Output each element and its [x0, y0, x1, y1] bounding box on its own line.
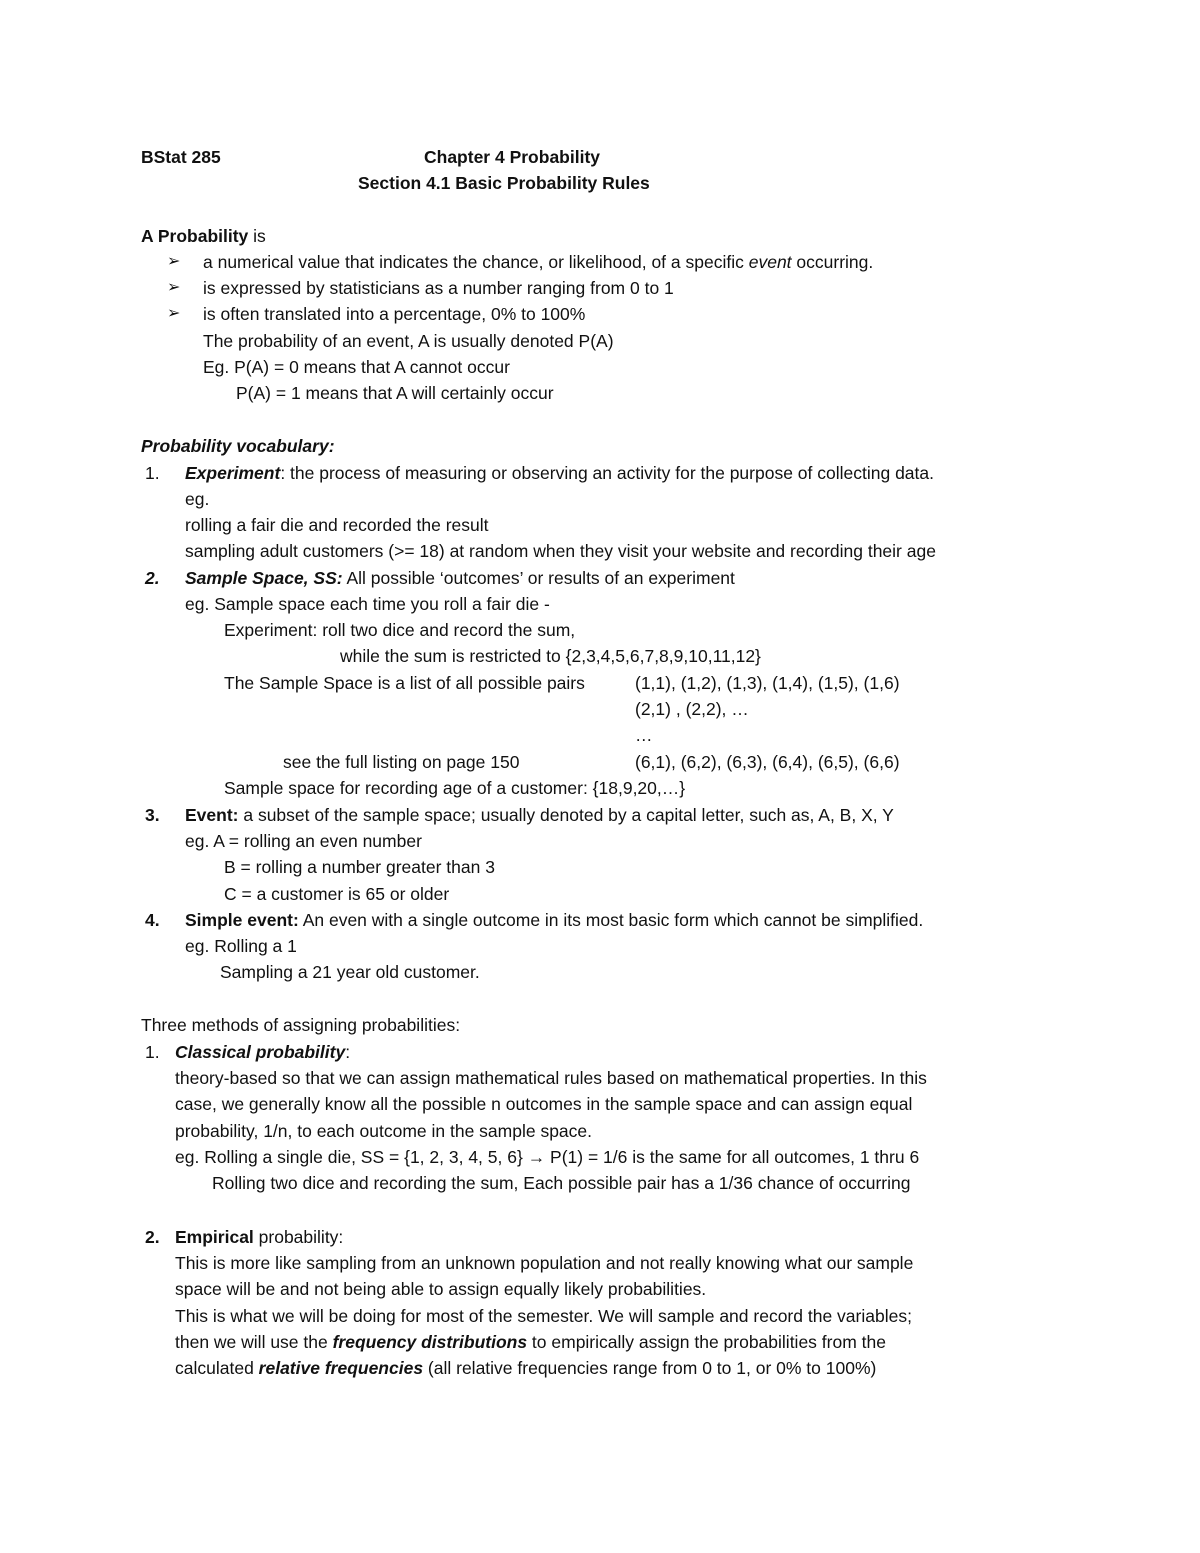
- course-code: BStat 285: [141, 147, 221, 167]
- empirical-para-3: This is what we will be doing for most of the semester. We will sample and record the variables;: [175, 1306, 912, 1326]
- item-number: 1.: [145, 1042, 160, 1062]
- item-number: 2.: [145, 568, 160, 588]
- sample-space-term: Sample Space, SS:: [185, 568, 343, 588]
- sample-space-list-label: The Sample Space is a list of all possible pairs: [224, 673, 585, 693]
- empirical-rest: probability:: [253, 1227, 344, 1247]
- intro-lead: [141, 225, 266, 247]
- empirical-para-5: [175, 1357, 876, 1379]
- classical-para-2: case, we generally know all the possible n outcomes in the sample space and can assign equal: [175, 1094, 913, 1114]
- event-rest: a subset of the sample space; usually denoted by a capital letter, such as, A, B, X, Y: [238, 805, 894, 825]
- sample-space-eg: eg. Sample space each time you roll a fair die -: [185, 594, 550, 614]
- empirical-para-5a: calculated: [175, 1358, 259, 1378]
- classical-heading: [175, 1041, 350, 1063]
- classical-para-1: theory-based so that we can assign mathematical rules based on mathematical properties. In this: [175, 1068, 927, 1088]
- classical-eg-1: [175, 1146, 919, 1168]
- bullet-arrow-icon: ➢: [167, 279, 181, 296]
- item-number: 4.: [145, 910, 160, 930]
- empirical-heading: [175, 1226, 343, 1248]
- intro-bullet-1: [203, 251, 873, 273]
- empirical-term: Empirical: [175, 1227, 254, 1247]
- pairs-row-2: (2,1) , (2,2), …: [635, 699, 749, 719]
- bullet-arrow-icon: ➢: [167, 305, 181, 322]
- event-eg-a: eg. A = rolling an even number: [185, 831, 422, 851]
- item-number: 1.: [145, 463, 160, 483]
- event-eg-c: C = a customer is 65 or older: [224, 884, 450, 904]
- frequency-distributions-term: frequency distributions: [332, 1332, 528, 1352]
- chapter-title: Chapter 4 Probability: [424, 147, 601, 167]
- right-arrow-icon: →: [527, 1147, 546, 1167]
- section-title: Section 4.1 Basic Probability Rules: [358, 173, 650, 193]
- sample-space-restriction: while the sum is restricted to {2,3,4,5,6,7,8,9,10,11,12}: [340, 646, 761, 666]
- item-number: 2.: [145, 1227, 160, 1247]
- pairs-row-4: (6,1), (6,2), (6,3), (6,4), (6,5), (6,6): [635, 752, 900, 772]
- sample-space-rest: All possible ‘outcomes’ or results of an experiment: [342, 568, 735, 588]
- empirical-para-5c: (all relative frequencies range from 0 to 1, or 0% to 100%): [423, 1358, 877, 1378]
- experiment-example-2: sampling adult customers (>= 18) at random when they visit your website and recording their age: [185, 541, 936, 561]
- empirical-para-1: This is more like sampling from an unknown population and not really knowing what our sample: [175, 1253, 914, 1273]
- simple-event-definition: [185, 909, 923, 931]
- sample-space-experiment: Experiment: roll two dice and record the sum,: [224, 620, 576, 640]
- intro-bullet-3: is often translated into a percentage, 0% to 100%: [203, 304, 586, 324]
- methods-title: Three methods of assigning probabilities:: [141, 1015, 461, 1035]
- empirical-para-4: [175, 1331, 886, 1353]
- age-sample-space: Sample space for recording age of a customer: {18,9,20,…}: [224, 778, 686, 798]
- item-number: 3.: [145, 805, 160, 825]
- simple-event-rest: An even with a single outcome in its most basic form which cannot be simplified.: [298, 910, 924, 930]
- intro-lead-rest: is: [248, 226, 266, 246]
- pairs-row-1: (1,1), (1,2), (1,3), (1,4), (1,5), (1,6): [635, 673, 900, 693]
- pairs-row-3: …: [635, 725, 653, 745]
- intro-lead-bold: A Probability: [141, 226, 249, 246]
- empirical-para-2: space will be and not being able to assign equally likely probabilities.: [175, 1279, 707, 1299]
- simple-event-eg-2: Sampling a 21 year old customer.: [220, 962, 480, 982]
- bullet-arrow-icon: ➢: [167, 253, 181, 270]
- notation-eg-2: P(A) = 1 means that A will certainly occur: [236, 383, 554, 403]
- empirical-para-4c: to empirically assign the probabilities from the: [527, 1332, 886, 1352]
- experiment-definition: [185, 462, 934, 484]
- event-definition: [185, 804, 894, 826]
- classical-eg-1b: P(1) = 1/6 is the same for all outcomes, 1 thru 6: [545, 1147, 920, 1167]
- notation-eg-1: Eg. P(A) = 0 means that A cannot occur: [203, 357, 510, 377]
- event-term: Event:: [185, 805, 239, 825]
- intro-bullet-2: is expressed by statisticians as a number ranging from 0 to 1: [203, 278, 674, 298]
- classical-colon: :: [345, 1042, 351, 1062]
- experiment-example-1: rolling a fair die and recorded the result: [185, 515, 489, 535]
- relative-frequencies-term: relative frequencies: [258, 1358, 424, 1378]
- empirical-para-4a: then we will use the: [175, 1332, 333, 1352]
- bullet-1-tail: occurring.: [791, 252, 874, 272]
- classical-para-3: probability, 1/n, to each outcome in the sample space.: [175, 1121, 593, 1141]
- simple-event-term: Simple event:: [185, 910, 299, 930]
- notation-line: The probability of an event, A is usually denoted P(A): [203, 331, 614, 351]
- bullet-1-italic: event: [748, 252, 792, 272]
- full-listing-note: see the full listing on page 150: [283, 752, 520, 772]
- event-eg-b: B = rolling a number greater than 3: [224, 857, 495, 877]
- classical-eg-2: Rolling two dice and recording the sum, Each possible pair has a 1/36 chance of occurring: [212, 1173, 911, 1193]
- experiment-rest: : the process of measuring or observing an activity for the purpose of collecting data.: [280, 463, 934, 483]
- bullet-1-text: a numerical value that indicates the chance, or likelihood, of a specific: [203, 252, 749, 272]
- sample-space-definition: [185, 567, 735, 589]
- experiment-eg: eg.: [185, 489, 210, 509]
- simple-event-eg-1: eg. Rolling a 1: [185, 936, 297, 956]
- classical-eg-1a: eg. Rolling a single die, SS = {1, 2, 3, 4, 5, 6}: [175, 1147, 523, 1167]
- vocab-title: Probability vocabulary:: [141, 436, 335, 456]
- experiment-term: Experiment: [185, 463, 281, 483]
- classical-term: Classical probability: [175, 1042, 346, 1062]
